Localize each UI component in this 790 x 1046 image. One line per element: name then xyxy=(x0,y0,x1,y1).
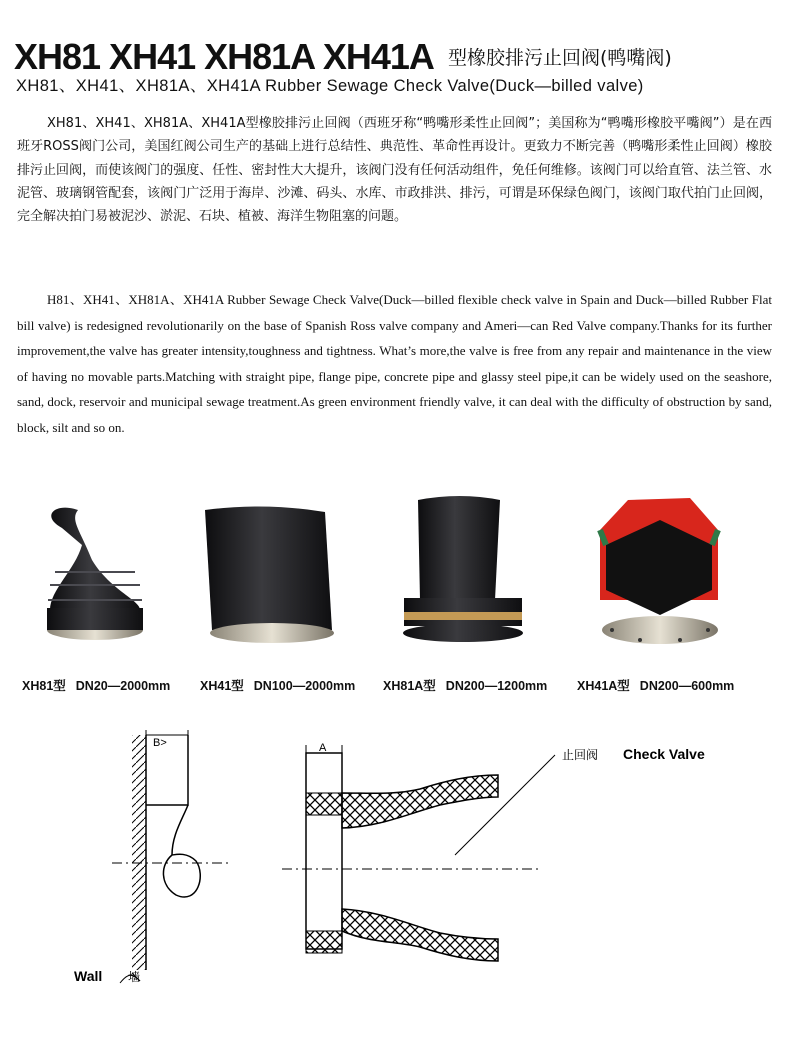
wall-label-cn: 墙 xyxy=(128,970,141,984)
intro-paragraph-en: H81、XH41、XH81A、XH41A Rubber Sewage Check Valve(Duck—billed flexible check valve in Spain and Duck—billed Rubber Flat bill valve) is redesigned revolutionarily on the base of Spanish Ross valve company and Ameri—can Red Valve company.Thanks for its further improvement,the valve has greater intensity,toughness and tightness. What’s more,the valve is free from any repair and maintenance in the view of having no movable parts.Matching with straight pipe, flange pipe, concrete pipe and glassy steel pipe,it can be widely used on the seashore, sand, dock, reservoir and municipal sewage treatment.As green environment friendly valve, it can deal with the difficulty of obstruction by sand, block, silt and so on. xyxy=(17,292,772,435)
check-valve-label-cn: 止回阀 xyxy=(562,748,599,762)
dim-a-label: A xyxy=(319,742,327,754)
wall-label: Wall xyxy=(74,968,103,984)
product-caption-xh81a xyxy=(383,676,547,694)
dim-b-label: B> xyxy=(153,737,167,749)
page-title: XH81 XH41 XH81A XH41A xyxy=(14,36,434,77)
product-photo-xh41 xyxy=(205,506,334,643)
page-subtitle: XH81、XH41、XH81A、XH41A Rubber Sewage Check Valve(Duck—billed valve) xyxy=(16,77,644,95)
product-range: DN200—600mm xyxy=(639,679,735,693)
product-range: DN200—1200mm xyxy=(445,679,548,693)
product-caption-xh41 xyxy=(200,676,355,694)
product-range: DN20—2000mm xyxy=(75,679,171,693)
product-model: XH81型 xyxy=(22,679,66,693)
page-title-cn: 型橡胶排污止回阀(鸭嘴阀) xyxy=(448,47,672,69)
technical-diagram xyxy=(0,715,790,1015)
product-range: DN100—2000mm xyxy=(253,679,356,693)
check-valve-label: Check Valve xyxy=(623,746,705,762)
product-photos xyxy=(0,490,790,670)
check-valve-section-diagram xyxy=(282,742,705,961)
product-photo-xh81a xyxy=(403,496,523,642)
product-model: XH81A型 xyxy=(383,679,436,693)
wall-mount-diagram xyxy=(74,730,230,984)
product-model: XH41型 xyxy=(200,679,244,693)
intro-paragraph-cn: XH81、XH41、XH81A、XH41A型橡胶排污止回阀（西班牙称“鸭嘴形柔性止回阀”；美国称为“鸭嘴形橡胶平嘴阀”）是在西班牙ROSS阀门公司，美国红阀公司生产的基础上进行总结性、典范性、革命性再设计。更致力不断完善（鸭嘴形柔性止回阀）橡胶排污止回阀，而使该阀门的强度、任性、密封性大大提升，该阀门没有任何活动组件，免任何维修。该阀门可以给直管、法兰管、水泥管、玻璃钢管配套，该阀门广泛用于海岸、沙滩、码头、水库、市政排洪、排污，可谓是环保绿色阀门，该阀门取代拍门止回阀，完全解决拍门易被泥沙、淤泥、石块、植被、海洋生物阻塞的问题。 xyxy=(17,116,772,225)
product-caption-xh81 xyxy=(22,676,170,694)
product-caption-xh41a xyxy=(577,676,734,694)
product-model: XH41A型 xyxy=(577,679,630,693)
product-photo-xh41a xyxy=(600,498,718,644)
product-photo-xh81 xyxy=(47,508,143,640)
